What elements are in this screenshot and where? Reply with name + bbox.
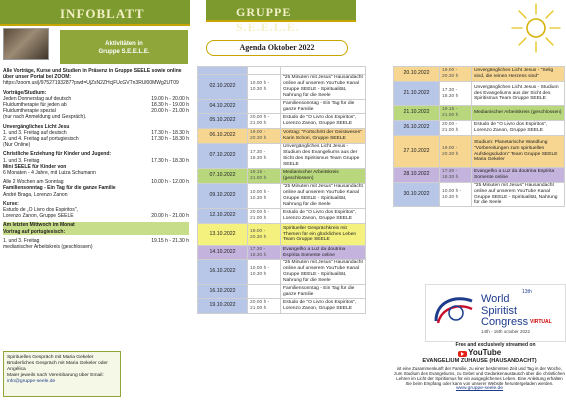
congress-logo-icon: [432, 291, 476, 327]
schedule-label: 1. und 3. Freitag auf deutsch: [3, 129, 67, 136]
agenda-date: 21.10.2022: [394, 82, 440, 106]
agenda-time: 20.00 h - 21.00 h: [248, 299, 281, 314]
agenda-date: 30.10.2022: [394, 183, 440, 207]
youtube-word: YouTube: [468, 348, 502, 357]
agenda-date: 26.10.2022: [394, 121, 440, 136]
schedule-time: 17.30 h - 18.30 h: [151, 136, 189, 143]
agenda-date: 09.10.2022: [198, 184, 248, 209]
agenda-row: [394, 136, 565, 168]
agenda-date: 28.10.2022: [394, 168, 440, 183]
agenda-row: [198, 100, 366, 114]
agenda-time: 19.15 - 21.00 h: [248, 169, 281, 184]
agenda-row: [394, 121, 565, 136]
agenda-row: [198, 184, 366, 209]
evangelium-text: ist eine Zusammenkunft der Familie, zu einer bestimmten Zeit und Tag in der Woche, zum Studium des Evangeliums, zu Gebet und Gedankenaustausch über die christlichen Lehren im Licht der Spiritismus für ein ausgeglichenes Leben. Eine Anleitung erhalten Sie beim Empfang oder kann von unserer Website heruntergeladen werden.: [394, 365, 565, 386]
agenda-row: [198, 246, 366, 260]
left-column: [0, 0, 190, 400]
sun-icon: [510, 2, 562, 54]
contact-box: [3, 351, 121, 397]
agenda-desc: [281, 67, 366, 75]
agenda-row: [198, 299, 366, 314]
agenda-date: 20.10.2022: [394, 67, 440, 82]
congress-virtual: VIRTUAL: [530, 319, 552, 325]
agenda-row: [198, 114, 366, 129]
schedule-label: 2. und 4. Freitag auf portugiesisch: [3, 136, 79, 143]
schedule-time: 18.30 h - 19.00 h: [151, 102, 189, 109]
agenda-desc: Medianischer Arbeitskreis (geschlossen): [281, 169, 366, 184]
schedule-time: 20.00 h - 21.00 h: [151, 108, 189, 115]
youtube-play-icon: [458, 351, 467, 357]
agenda-table-right: [393, 66, 565, 207]
agenda-date: 21.10.2022: [394, 106, 440, 121]
agenda-time: 19.00 - 20.30 h: [248, 129, 281, 144]
agenda-date: 05.10.2022: [198, 114, 248, 129]
schedule-time: 10.00 h - 12.00 h: [151, 179, 189, 186]
agenda-date: 16.10.2022: [198, 260, 248, 285]
contact-line2: Brüderliches Gespräch mit Maria Gekeler oder Angélica: [7, 361, 108, 372]
schedule-time: 17.30 h - 18.30 h: [151, 129, 189, 136]
agenda-date: 27.10.2022: [394, 136, 440, 168]
agenda-time: 17.30 - 18.30 h: [440, 168, 472, 183]
evangelium-title: EVANGELIUM ZUHAUSE (HAUSANDACHT): [422, 357, 537, 364]
agenda-title: Agenda Oktober 2022: [206, 40, 348, 56]
contact-line1: Spirituelles Gespräch mit Maria Gekeler: [7, 355, 94, 360]
agenda-time: 19.00 - 20.30 h: [248, 224, 281, 246]
agenda-date: 12.10.2022: [198, 209, 248, 224]
agenda-date: 02.10.2022: [198, 75, 248, 100]
agenda-table-mid: [197, 66, 366, 314]
zoom-link[interactable]: https://zoom.us/j/97527193287?pwd=UjZsN2ZHcjFUcGVTn3RUl00MWg2UT09: [3, 80, 179, 87]
schedule-time: 19.00 h - 20.00 h: [151, 95, 189, 102]
schedule-row: [3, 213, 189, 219]
agenda-desc: Unvergängliches Licht Jesus - Studium des Evangeliums aus der Sicht des Spiritismus Team Gruppe SEELE: [472, 82, 565, 106]
mittwoch-heading: Am letzten Mittwoch im Monat: [3, 222, 189, 228]
agenda-time: 10.00 h - 10.30 h: [248, 260, 281, 285]
agenda-desc: Unvergängliches Licht Jesus - "Selig sind, die reinen Herzens sind": [472, 67, 565, 82]
world-spiritist-congress-banner[interactable]: [425, 284, 566, 342]
schedule-label: Alle 2 Wochen am Sonntag: [3, 179, 64, 186]
vortrag-heading: Vorträge/Studium:: [3, 89, 47, 96]
header-banner-mid: [206, 0, 356, 34]
agenda-row: [394, 67, 565, 82]
agenda-desc: "25 Minuten mit Jesus" Hausandacht online auf unserem YouTube Kanal Gruppe SEELE - Spiritualität, Nahrung für die Seele: [281, 184, 366, 209]
schedule-label: Fluidumtherapie für jeden ab: [3, 102, 67, 109]
agenda-time: 20.00 h - 21.00 h: [248, 209, 281, 224]
intro-text: Alle Vorträge, Kurse und Studien in Präsenz in Gruppe SEELE sowie online über unser Portal bei ZOOM:: [3, 68, 182, 81]
agenda-desc: Vortrag: "Fortschritt der Geistwesen" Karin Schori, Gruppe SEELE: [281, 129, 366, 144]
activities-list: [3, 68, 189, 250]
agenda-time: 17.30 - 18.30 h: [248, 246, 281, 260]
agenda-desc: "25 Minuten mit Jesus" Hausandacht online auf unserem YouTube Kanal Gruppe SEELE - Spiritualität, Nahrung für die Seele: [472, 183, 565, 207]
youtube-stream-text: Free and exclusively streamed on: [455, 342, 536, 348]
agenda-desc: Evangelho a Luz da doutrina Espírita Somente online: [281, 246, 366, 260]
agenda-date: 07.10.2022: [198, 144, 248, 169]
familie-names: André Braga, Lorenzo Zanon: [3, 191, 68, 198]
agenda-desc: Studium: Planetarische Wandlung "Vorbereitungen zum spirituellen Aufstiegsdudon" Team Gruppe SEELE Maria Gekeler: [472, 136, 565, 168]
mini-seele-age: 6 Monaten - 4 Jahre, mit Luiza Schumann: [3, 170, 96, 177]
mittwoch-note: medianischer Arbeitskreis (geschlossen): [3, 244, 93, 251]
agenda-date: 13.10.2022: [198, 224, 248, 246]
agenda-time: 19.15 - 21.00 h: [440, 106, 472, 121]
kurse-rows: [3, 213, 189, 219]
agenda-date: 06.10.2022: [198, 129, 248, 144]
familie-heading: Familiensonntag - Ein Tag für die ganze Familie: [3, 185, 116, 192]
agenda-date: 16.10.2022: [198, 285, 248, 299]
agenda-row: [198, 260, 366, 285]
congress-title-3: Congress: [481, 316, 529, 328]
header-title: INFOBLATT: [60, 6, 145, 21]
agenda-row: [394, 183, 565, 207]
agenda-time: [248, 67, 281, 75]
agenda-date: 07.10.2022: [198, 169, 248, 184]
agenda-row: [394, 168, 565, 183]
agenda-time: 20.00 - 21.00 h: [440, 121, 472, 136]
agenda-desc: "25 Minuten mit Jesus" Hausandacht online auf unserem YouTube Kanal Gruppe SEELE - Spiritualität, Nahrung für die Seele: [281, 75, 366, 100]
agenda-desc: Evangelho a Luz da doutrina Espírita Somente online: [472, 168, 565, 183]
agenda-desc: "25 Minuten mit Jesus" Hausandacht online auf unserem YouTube Kanal Gruppe SEELE - Spiritualität, Nahrung für die Seele: [281, 260, 366, 285]
agenda-desc: Spiritueller Gesprächkreis mit Themen für ein glückliches Leben Team Gruppe SEELE: [281, 224, 366, 246]
schedule-time: 20.00 h - 21.00 h: [151, 213, 189, 220]
schedule-label: 1. und 3. Freitag: [3, 157, 40, 164]
agenda-row: [198, 67, 366, 75]
agenda-desc: Unvergängliches Licht Jesus - Studium des Evangeliums aus der Sicht des Spiritismus Team Gruppe SEELE: [281, 144, 366, 169]
schedule-time: 19.15 h - 21.30 h: [151, 237, 189, 244]
congress-title-2: Spiritist: [481, 305, 518, 317]
agenda-date: 19.10.2022: [198, 299, 248, 314]
unverg-heading: Unvergängliches Licht Jesu: [3, 123, 70, 130]
agenda-desc: Familiensonntag - Ein Tag für die ganze Familie: [281, 285, 366, 299]
unverg-rows: [3, 130, 189, 142]
header-banner: [0, 0, 190, 26]
agenda-time: 19.00 - 20.30 h: [440, 67, 472, 82]
group-photo: [3, 28, 49, 60]
agenda-row: [198, 224, 366, 246]
agenda-time: 17.30 - 18.30 h: [440, 82, 472, 106]
mini-seele-text: Mini SEELE für Kinder von: [3, 163, 67, 170]
evangelium-zuhause-section: [393, 350, 566, 391]
activities-heading-line1: Aktivitäten in: [105, 41, 143, 47]
agenda-desc: Familiensonntag - Ein Tag für die ganze Familie: [281, 100, 366, 114]
activities-heading-line2: Gruppe S.E.E.L.E.: [98, 49, 150, 55]
schedule-label: Fluidumtherapie spezial: [3, 108, 56, 115]
agenda-time: [248, 285, 281, 299]
schedule-label: 1. und 3. Freitag: [3, 237, 40, 244]
schedule-label: Jeden Donnerstag auf deutsch: [3, 95, 72, 102]
contact-line3: Maier jeweils nach Vereinbarung über Email:: [7, 373, 104, 378]
agenda-time: 10.00 h - 10.30 h: [440, 183, 472, 207]
agenda-date: 04.10.2022: [198, 100, 248, 114]
schedule-time: 17.30 h - 18.30 h: [151, 157, 189, 164]
agenda-row: [198, 285, 366, 299]
agenda-desc: Medianischer Arbeitskreis (geschlossen): [472, 106, 565, 121]
mittwoch-sub: Vortrag auf portugiesisch:: [3, 229, 189, 235]
congress-dates: 14th - 16th october 2022: [481, 329, 531, 334]
congress-title-1: World: [481, 293, 510, 305]
agenda-desc: Estudo de "O Livro dos Espiritos", Lorenzo Zanon, Gruppe SEELE: [281, 209, 366, 224]
agenda-row: [198, 209, 366, 224]
schedule-label: Lorenzo Zanon, Gruppe SEELE: [3, 213, 74, 220]
agenda-time: 19.00 - 20.30 h: [440, 136, 472, 168]
agenda-desc: Estudo de "O Livro dos Espiritos", Lorenzo Zanon, Gruppe SEELE: [472, 121, 565, 136]
activities-heading: [60, 30, 188, 64]
fluidum-note: (nur nach Anmeldung und Gespräch).: [3, 114, 87, 121]
agenda-desc: Estudo de "O Livro dos Espiritos", Lorenzo Zanon, Gruppe SEELE: [281, 114, 366, 129]
agenda-row: [394, 106, 565, 121]
kurse-heading: Kurse:: [3, 200, 19, 207]
congress-edition: 13th: [522, 289, 532, 295]
agenda-row: [198, 144, 366, 169]
agenda-time: 17.30 - 18.30 h: [248, 144, 281, 169]
agenda-desc: Estudo de "O Livro dos Espiritos", Lorenzo Zanon, Gruppe SEELE: [281, 299, 366, 314]
vortrag-rows: [3, 96, 189, 115]
kurse-line: Estudo de „O Livro dos Espiritos",: [3, 207, 78, 214]
contact-email[interactable]: info@gruppe-seele.de: [7, 379, 56, 384]
agenda-row: [198, 169, 366, 184]
agenda-time: 10.00 h - 10.30 h: [248, 75, 281, 100]
agenda-row: [394, 82, 565, 106]
website-link[interactable]: www.gruppe-seele.de: [455, 385, 504, 391]
header-group-title: GRUPPE S.E.E.L.E.: [236, 5, 300, 34]
agenda-date: 14.10.2022: [198, 246, 248, 260]
agenda-time: 20.00 h - 21.00 h: [248, 114, 281, 129]
youtube-logo: [393, 350, 566, 358]
agenda-time: [248, 100, 281, 114]
unverg-note: (Nur Online): [3, 142, 31, 149]
agenda-time: 10.00 h - 10.30 h: [248, 184, 281, 209]
agenda-date: [198, 67, 248, 75]
agenda-row: [198, 75, 366, 100]
kinder-heading: Christliche Erziehung für Kinder und Jugend:: [3, 151, 112, 158]
agenda-row: [198, 129, 366, 144]
